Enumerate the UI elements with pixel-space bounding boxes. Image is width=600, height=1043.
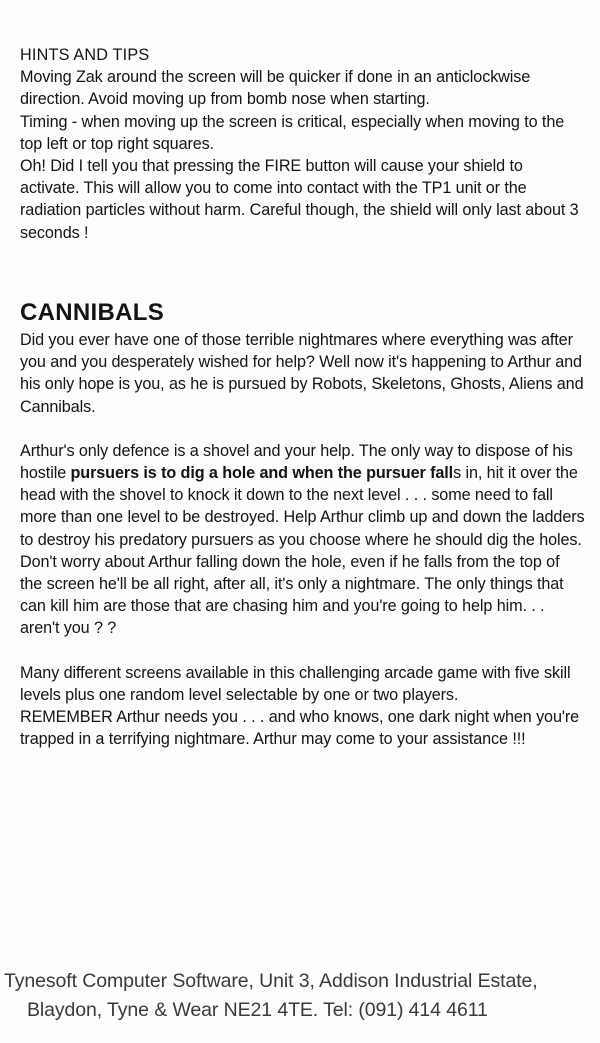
hints-title: HINTS AND TIPS [20, 46, 150, 64]
cannibals-paragraph-3: Don't worry about Arthur falling down the hole, even if he falls from the top of the screen he'll be all right, after all, it's only a nightmare. The only things that can kill him are those that are chasing him and you're going to help him. . . aren't you ? ? [20, 552, 564, 638]
footer-address-line-1: Tynesoft Computer Software, Unit 3, Addison Industrial Estate, [4, 970, 538, 992]
cannibals-paragraph-2-end: s in, hit it over the head with the shovel to knock it down to the next level . . . some need to fall more than one level to be destroyed. Help Arthur climb up and down the ladders to destroy his predatory pursuers as you choose where he should dig the holes. [20, 464, 585, 549]
hints-paragraph-3: Oh! Did I tell you that pressing the FIRE button will cause your shield to activate. This will allow you to come into contact with the TP1 unit or the radiation particles without harm. Careful though, the shield will only last about 3 seconds ! [20, 157, 579, 242]
hints-section [20, 44, 585, 244]
cannibals-paragraph-4: Many different screens available in this challenging arcade game with five skill levels plus one random level selectable by one or two players. [20, 663, 571, 704]
footer-address-line-2: Blaydon, Tyne & Wear NE21 4TE. Tel: (091) 414 4611 [27, 999, 488, 1021]
cannibals-title: CANNIBALS [20, 299, 165, 326]
cannibals-paragraph-2 [20, 440, 585, 551]
hints-paragraph-1: Moving Zak around the screen will be quicker if done in an anticlockwise direction. Avoid moving up from bomb nose when starting. [20, 68, 531, 109]
cannibals-paragraph-1: Did you ever have one of those terrible nightmares where everything was after you and you desperately wished for help? Well now it's happening to Arthur and his only hope is you, as he is pursued by Robots, Skeletons, Ghosts, Aliens and Cannibals. [20, 331, 584, 416]
cannibals-paragraph-2-start: Arthur's only defence is a shovel and your help. The only way to dispose of his hostile [20, 441, 573, 483]
hints-paragraph-2: Timing - when moving up the screen is critical, especially when moving to the top left or top right squares. [20, 112, 565, 153]
cannibals-paragraph-5: REMEMBER Arthur needs you . . . and who knows, one dark night when you're trapped in a terrifying nightmare. Arthur may come to your assistance !!! [20, 708, 580, 749]
cannibals-section [20, 329, 585, 750]
cannibals-paragraph-2-bold: pursuers is to dig a hole and when the pursuer fall [70, 464, 454, 483]
